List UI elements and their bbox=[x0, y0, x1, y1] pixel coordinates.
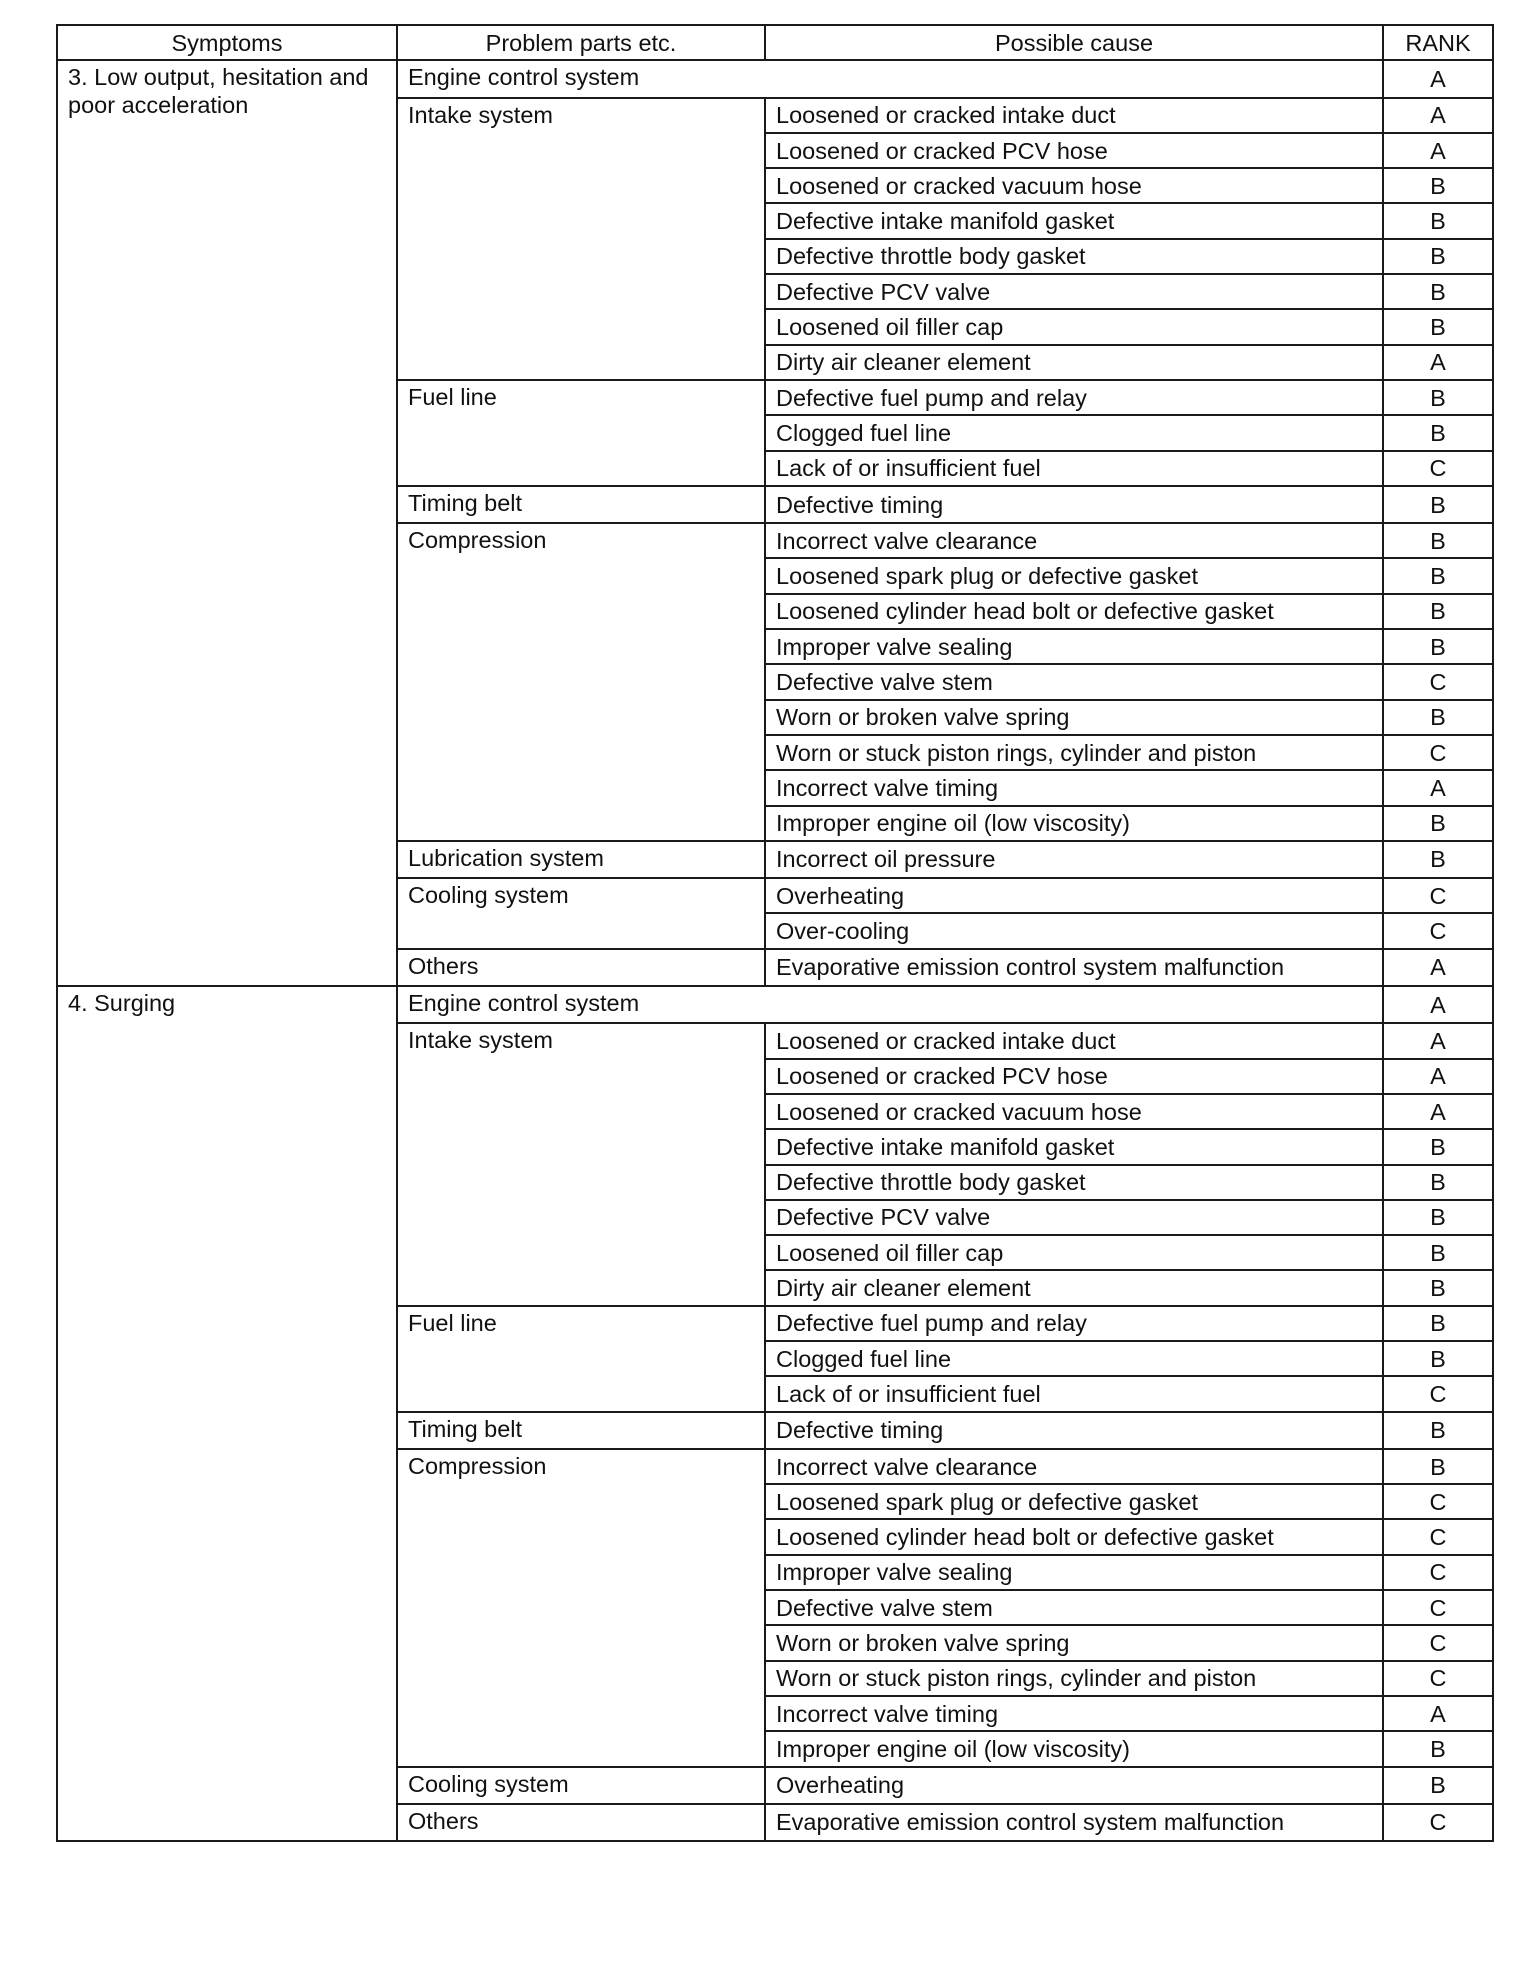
rank-cell: B bbox=[1383, 203, 1493, 238]
possible-cause-cell: Incorrect valve timing bbox=[765, 1696, 1383, 1731]
rank-cell: B bbox=[1383, 523, 1493, 558]
rank-cell: B bbox=[1383, 309, 1493, 344]
rank-cell: C bbox=[1383, 1625, 1493, 1660]
possible-cause-cell: Incorrect valve timing bbox=[765, 770, 1383, 805]
possible-cause-cell: Lack of or insufficient fuel bbox=[765, 451, 1383, 486]
rank-cell: B bbox=[1383, 1731, 1493, 1766]
problem-part-cell: Compression bbox=[397, 523, 765, 841]
problem-part-cell: Intake system bbox=[397, 98, 765, 380]
problem-part-cell: Timing belt bbox=[397, 1412, 765, 1449]
possible-cause-cell: Improper engine oil (low viscosity) bbox=[765, 1731, 1383, 1766]
rank-cell: C bbox=[1383, 1555, 1493, 1590]
possible-cause-cell: Defective intake manifold gasket bbox=[765, 1129, 1383, 1164]
rank-cell: B bbox=[1383, 168, 1493, 203]
possible-cause-cell: Improper valve sealing bbox=[765, 629, 1383, 664]
possible-cause-cell: Loosened or cracked intake duct bbox=[765, 98, 1383, 133]
possible-cause-cell: Lack of or insufficient fuel bbox=[765, 1376, 1383, 1411]
rank-cell: A bbox=[1383, 986, 1493, 1023]
rank-cell: C bbox=[1383, 878, 1493, 913]
problem-part-cell: Engine control system bbox=[397, 60, 1383, 97]
rank-cell: B bbox=[1383, 629, 1493, 664]
rank-cell: A bbox=[1383, 770, 1493, 805]
possible-cause-cell: Improper valve sealing bbox=[765, 1555, 1383, 1590]
possible-cause-cell: Loosened cylinder head bolt or defective gasket bbox=[765, 594, 1383, 629]
possible-cause-cell: Loosened or cracked PCV hose bbox=[765, 133, 1383, 168]
header-rank: RANK bbox=[1383, 25, 1493, 60]
possible-cause-cell: Evaporative emission control system malfunction bbox=[765, 1804, 1383, 1841]
possible-cause-cell: Dirty air cleaner element bbox=[765, 1270, 1383, 1305]
rank-cell: B bbox=[1383, 1341, 1493, 1376]
rank-cell: B bbox=[1383, 274, 1493, 309]
rank-cell: C bbox=[1383, 1519, 1493, 1554]
possible-cause-cell: Defective valve stem bbox=[765, 664, 1383, 699]
symptom-cell: 3. Low output, hesitation and poor acceleration bbox=[57, 60, 397, 986]
possible-cause-cell: Defective fuel pump and relay bbox=[765, 380, 1383, 415]
table-row bbox=[57, 60, 1493, 97]
possible-cause-cell: Worn or stuck piston rings, cylinder and piston bbox=[765, 735, 1383, 770]
rank-cell: B bbox=[1383, 594, 1493, 629]
problem-part-cell: Fuel line bbox=[397, 380, 765, 486]
header-possible-cause: Possible cause bbox=[765, 25, 1383, 60]
possible-cause-cell: Loosened cylinder head bolt or defective gasket bbox=[765, 1519, 1383, 1554]
possible-cause-cell: Defective throttle body gasket bbox=[765, 1165, 1383, 1200]
possible-cause-cell: Dirty air cleaner element bbox=[765, 345, 1383, 380]
possible-cause-cell: Over-cooling bbox=[765, 913, 1383, 948]
rank-cell: B bbox=[1383, 1235, 1493, 1270]
rank-cell: A bbox=[1383, 1023, 1493, 1058]
possible-cause-cell: Loosened oil filler cap bbox=[765, 309, 1383, 344]
table-header bbox=[57, 25, 1493, 60]
problem-part-cell: Compression bbox=[397, 1449, 765, 1767]
rank-cell: C bbox=[1383, 1590, 1493, 1625]
possible-cause-cell: Worn or stuck piston rings, cylinder and piston bbox=[765, 1661, 1383, 1696]
rank-cell: B bbox=[1383, 558, 1493, 593]
rank-cell: B bbox=[1383, 841, 1493, 878]
problem-part-cell: Others bbox=[397, 949, 765, 986]
possible-cause-cell: Loosened or cracked intake duct bbox=[765, 1023, 1383, 1058]
rank-cell: C bbox=[1383, 913, 1493, 948]
troubleshooting-table bbox=[56, 24, 1494, 1842]
possible-cause-cell: Clogged fuel line bbox=[765, 1341, 1383, 1376]
possible-cause-cell: Worn or broken valve spring bbox=[765, 1625, 1383, 1660]
possible-cause-cell: Incorrect valve clearance bbox=[765, 1449, 1383, 1484]
rank-cell: B bbox=[1383, 486, 1493, 523]
rank-cell: B bbox=[1383, 415, 1493, 450]
possible-cause-cell: Defective timing bbox=[765, 1412, 1383, 1449]
table-row bbox=[57, 986, 1493, 1023]
possible-cause-cell: Defective throttle body gasket bbox=[765, 239, 1383, 274]
possible-cause-cell: Worn or broken valve spring bbox=[765, 700, 1383, 735]
rank-cell: B bbox=[1383, 1412, 1493, 1449]
rank-cell: A bbox=[1383, 949, 1493, 986]
rank-cell: B bbox=[1383, 1129, 1493, 1164]
possible-cause-cell: Loosened oil filler cap bbox=[765, 1235, 1383, 1270]
problem-part-cell: Cooling system bbox=[397, 878, 765, 949]
possible-cause-cell: Loosened or cracked PCV hose bbox=[765, 1059, 1383, 1094]
header-row bbox=[57, 25, 1493, 60]
rank-cell: C bbox=[1383, 735, 1493, 770]
rank-cell: B bbox=[1383, 1767, 1493, 1804]
possible-cause-cell: Defective valve stem bbox=[765, 1590, 1383, 1625]
rank-cell: B bbox=[1383, 380, 1493, 415]
header-symptoms: Symptoms bbox=[57, 25, 397, 60]
rank-cell: B bbox=[1383, 1306, 1493, 1341]
possible-cause-cell: Defective PCV valve bbox=[765, 1200, 1383, 1235]
rank-cell: B bbox=[1383, 239, 1493, 274]
rank-cell: C bbox=[1383, 1376, 1493, 1411]
possible-cause-cell: Loosened spark plug or defective gasket bbox=[765, 1484, 1383, 1519]
possible-cause-cell: Defective timing bbox=[765, 486, 1383, 523]
rank-cell: B bbox=[1383, 806, 1493, 841]
problem-part-cell: Intake system bbox=[397, 1023, 765, 1305]
problem-part-cell: Fuel line bbox=[397, 1306, 765, 1412]
rank-cell: B bbox=[1383, 1270, 1493, 1305]
possible-cause-cell: Loosened or cracked vacuum hose bbox=[765, 168, 1383, 203]
rank-cell: A bbox=[1383, 1696, 1493, 1731]
possible-cause-cell: Improper engine oil (low viscosity) bbox=[765, 806, 1383, 841]
rank-cell: A bbox=[1383, 60, 1493, 97]
problem-part-cell: Lubrication system bbox=[397, 841, 765, 878]
rank-cell: C bbox=[1383, 1804, 1493, 1841]
possible-cause-cell: Overheating bbox=[765, 878, 1383, 913]
header-problem-parts: Problem parts etc. bbox=[397, 25, 765, 60]
rank-cell: B bbox=[1383, 1200, 1493, 1235]
possible-cause-cell: Defective fuel pump and relay bbox=[765, 1306, 1383, 1341]
possible-cause-cell: Defective PCV valve bbox=[765, 274, 1383, 309]
rank-cell: A bbox=[1383, 1059, 1493, 1094]
rank-cell: C bbox=[1383, 451, 1493, 486]
possible-cause-cell: Overheating bbox=[765, 1767, 1383, 1804]
problem-part-cell: Cooling system bbox=[397, 1767, 765, 1804]
possible-cause-cell: Loosened or cracked vacuum hose bbox=[765, 1094, 1383, 1129]
possible-cause-cell: Loosened spark plug or defective gasket bbox=[765, 558, 1383, 593]
rank-cell: A bbox=[1383, 1094, 1493, 1129]
problem-part-cell: Engine control system bbox=[397, 986, 1383, 1023]
rank-cell: C bbox=[1383, 664, 1493, 699]
rank-cell: A bbox=[1383, 133, 1493, 168]
possible-cause-cell: Defective intake manifold gasket bbox=[765, 203, 1383, 238]
possible-cause-cell: Incorrect oil pressure bbox=[765, 841, 1383, 878]
possible-cause-cell: Clogged fuel line bbox=[765, 415, 1383, 450]
rank-cell: B bbox=[1383, 1449, 1493, 1484]
rank-cell: C bbox=[1383, 1661, 1493, 1696]
rank-cell: B bbox=[1383, 700, 1493, 735]
rank-cell: A bbox=[1383, 345, 1493, 380]
table-body bbox=[57, 60, 1493, 1841]
rank-cell: B bbox=[1383, 1165, 1493, 1200]
symptom-cell: 4. Surging bbox=[57, 986, 397, 1841]
problem-part-cell: Timing belt bbox=[397, 486, 765, 523]
possible-cause-cell: Incorrect valve clearance bbox=[765, 523, 1383, 558]
rank-cell: A bbox=[1383, 98, 1493, 133]
rank-cell: C bbox=[1383, 1484, 1493, 1519]
possible-cause-cell: Evaporative emission control system malfunction bbox=[765, 949, 1383, 986]
problem-part-cell: Others bbox=[397, 1804, 765, 1841]
